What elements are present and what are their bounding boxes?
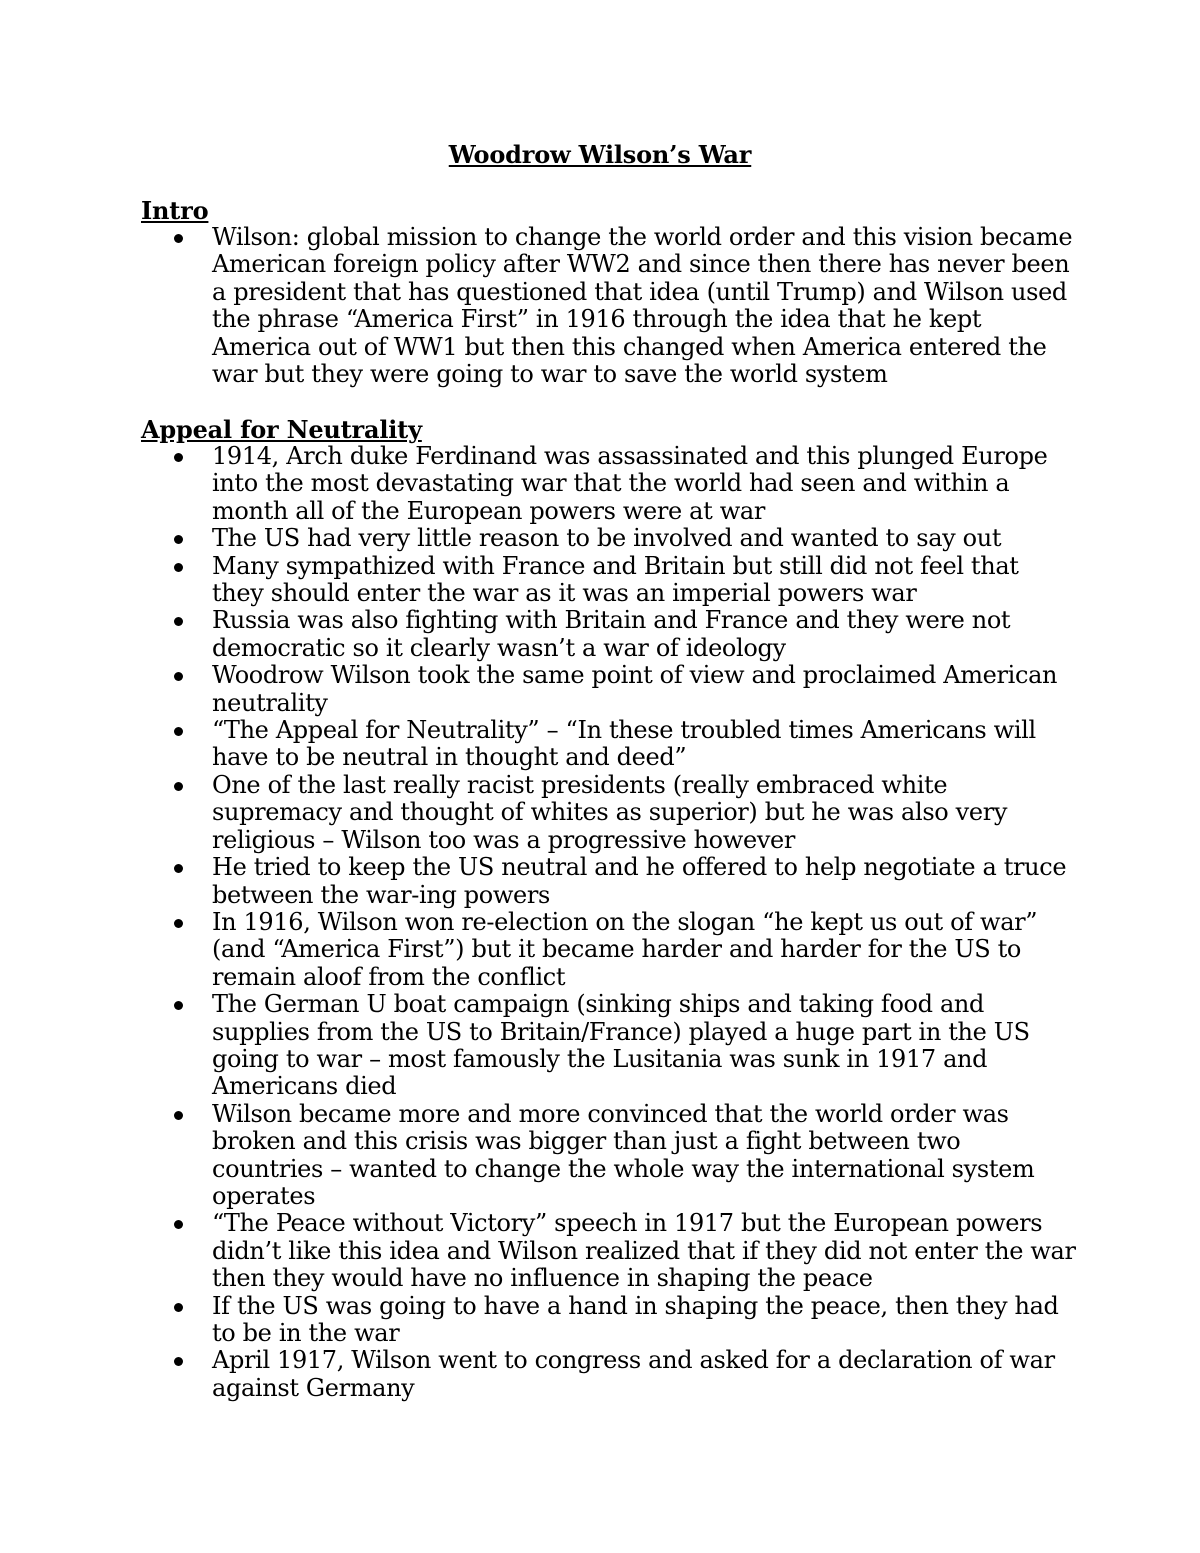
bullet-icon [174,1220,183,1229]
document-title: Woodrow Wilson’s War [448,140,752,169]
list-item-text: Wilson became more and more convinced that the world order was broken and this crisis was bigger than just a fight between two countries – wanted to change the whole way the international system operates [212,1099,1035,1210]
bullet-icon [174,727,183,736]
list-item-text: April 1917, Wilson went to congress and asked for a declaration of war against Germany [212,1346,1055,1402]
bullet-icon [174,1303,183,1312]
bullet-list-neutrality [141,443,1076,1402]
list-item [141,443,1076,525]
list-item [141,525,1076,552]
list-item-text: He tried to keep the US neutral and he offered to help negotiate a truce between the war-ing powers [212,853,1067,909]
list-item [141,662,1076,717]
list-item-text: “The Peace without Victory” speech in 1917 but the European powers didn’t like this idea and Wilson realized that if they did not enter the war then they would have no influence in shaping the peace [212,1209,1076,1293]
section-heading-intro: Intro [141,196,209,225]
list-item [141,772,1076,854]
bullet-icon [174,234,183,243]
section-appeal-for-neutrality [141,416,1076,1402]
list-item-text: Many sympathized with France and Britain but still did not feel that they should enter the war as it was an imperial powers war [212,551,1019,608]
bullet-list-intro [141,224,1076,388]
list-item-text: The German U boat campaign (sinking ships and taking food and supplies from the US to Britain/France) played a huge part in the US going to war – most famously the Lusitania was sunk in 1917 and Americans died [212,990,1030,1101]
bullet-icon [174,919,183,928]
list-item [141,1101,1076,1211]
list-item-text: Russia was also fighting with Britain and France and they were not democratic so it clearly wasn’t a war of ideology [212,606,1011,662]
list-item-text: “The Appeal for Neutrality” – “In these troubled times Americans will have to be neutral in thought and deed” [212,716,1036,772]
bullet-icon [174,563,183,572]
list-item [141,909,1076,991]
bullet-icon [174,1001,183,1010]
list-item-text: In 1916, Wilson won re-election on the slogan “he kept us out of war” (and “America First”) but it became harder and harder for the US to remain aloof from the conflict [212,907,1038,991]
list-item [141,607,1076,662]
list-item-text: One of the last really racist presidents (really embraced white supremacy and thought of whites as superior) but he was also very religious – Wilson too was a progressive however [212,770,1008,854]
list-item-text: Woodrow Wilson took the same point of view and proclaimed American neutrality [212,661,1058,717]
list-item-text: Wilson: global mission to change the world order and this vision became American foreign policy after WW2 and since then there has never been a president that has questioned that idea (until Trump) and Wilson used the phrase “America First” in 1916 through the idea that he kept America out of WW1 but then this changed when America entered the war but they were going to war to save the world system [212,223,1073,389]
bullet-icon [174,617,183,626]
list-item [141,991,1076,1101]
section-heading-appeal-for-neutrality: Appeal for Neutrality [141,415,422,444]
bullet-icon [174,672,183,681]
bullet-icon [174,453,183,462]
list-item [141,553,1076,608]
bullet-icon [174,864,183,873]
bullet-icon [174,535,183,544]
list-item [141,224,1076,388]
bullet-icon [174,1357,183,1366]
section-intro [141,197,1076,388]
list-item [141,1347,1076,1402]
bullet-icon [174,1111,183,1120]
bullet-icon [174,782,183,791]
list-item [141,1210,1076,1292]
list-item-text: The US had very little reason to be involved and wanted to say out [212,524,1002,553]
list-item [141,854,1076,909]
list-item-text: If the US was going to have a hand in shaping the peace, then they had to be in the war [212,1291,1059,1347]
list-item [141,717,1076,772]
list-item [141,1293,1076,1348]
list-item-text: 1914, Arch duke Ferdinand was assassinated and this plunged Europe into the most devastating war that the world had seen and within a month all of the European powers were at war [212,442,1048,525]
